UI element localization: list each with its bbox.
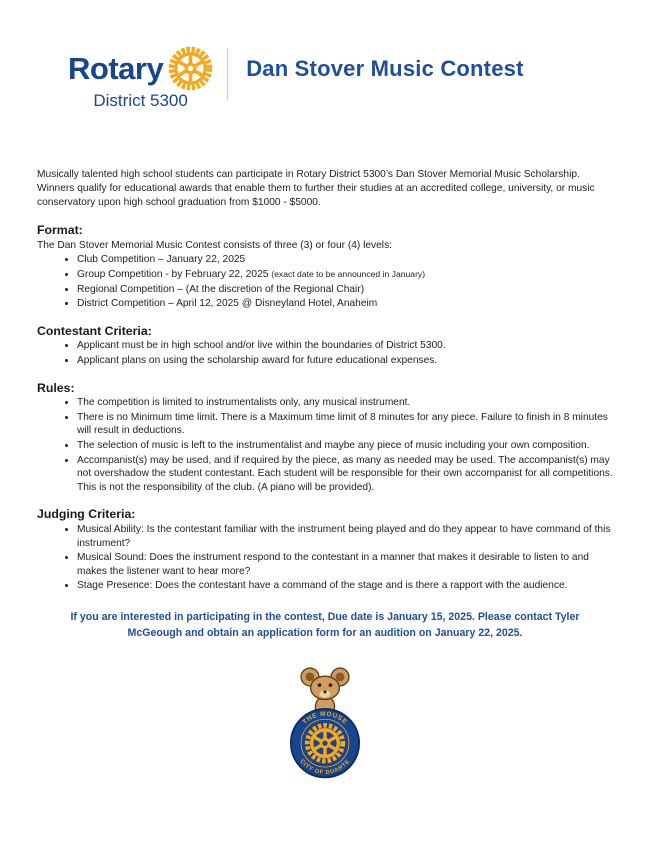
section [37, 507, 613, 593]
section [37, 223, 613, 311]
rotary-wheel-icon [168, 46, 213, 91]
rotary-logo-row [68, 46, 213, 91]
bullet-list [37, 339, 613, 367]
bullet-item: • There is no Minimum time limit. There is a Maximum time limit of 8 minutes for any piece. Failure to finish in 8 minutes will result in deductions. [77, 411, 613, 438]
section [37, 324, 613, 368]
district-label: District 5300 [93, 91, 188, 110]
intro-paragraph: Musically talented high school students can participate in Rotary District 5300’s Dan Stover Memorial Music Scholarship. Winners qualify for educational awards that enable them to further their studies at an accredited college, university, or music conservatory upon high school graduation from $1000 - $5000. [37, 168, 595, 208]
bullet-item: • Regional Competition – (At the discretion of the Regional Chair) [77, 283, 613, 297]
bullet-item: • Stage Presence: Does the contestant have a command of the stage and is there a rapport with the audience. [77, 579, 613, 593]
bullet-item: • The selection of music is left to the instrumentalist and maybe any piece of music including your own composition. [77, 439, 613, 453]
bullet-list [37, 253, 613, 310]
duarte-rotary-badge-icon [284, 664, 366, 780]
bullet-item: • Applicant plans on using the scholarship award for future educational expenses. [77, 354, 613, 368]
badge-bottom-text: CITY OF DUARTE [298, 758, 352, 776]
document-body [37, 168, 613, 785]
bullet-item: • Group Competition - by February 22, 2025 (exact date to be announced in January) [77, 268, 613, 282]
bullet-item: • Musical Ability: Is the contestant familiar with the instrument being played and do they appear to have command of this instrument? [77, 523, 613, 550]
section [37, 381, 613, 495]
section-heading: Contestant Criteria: [37, 323, 152, 338]
bullet-list [37, 396, 613, 494]
document-header [0, 0, 650, 111]
page-title: Dan Stover Music Contest [246, 56, 524, 81]
bullet-list [37, 523, 613, 593]
section-lead: The Dan Stover Memorial Music Contest consists of three (3) or four (4) levels: [37, 239, 392, 251]
section-heading: Rules: [37, 380, 75, 395]
cta-text: If you are interested in participating in the contest, Due date is January 15, 2025. Please contact Tyler McGeough and obtain an application form for an audition on January 22, 2025. [70, 610, 580, 639]
badge-top-text: THE MOUSE [301, 710, 349, 726]
bullet-note: (exact date to be announced in January) [271, 269, 426, 279]
sections [37, 223, 613, 593]
header-divider [227, 48, 228, 100]
club-badge [37, 664, 613, 785]
bullet-item: • Accompanist(s) may be used, and if required by the piece, as many as needed may be used. The accompanist(s) may not overshadow the student contestant. Each student will be responsible for their own accompanist for all competitions. This is not the responsibility of the club. (A piano will be provided). [77, 454, 613, 495]
rotary-wordmark: Rotary [68, 51, 164, 86]
rotary-logo [68, 46, 213, 111]
section-heading: Format: [37, 222, 83, 237]
bullet-item: • The competition is limited to instrumentalists only, any musical instrument. [77, 396, 613, 410]
bullet-item: • District Competition – April 12, 2025 @ Disneyland Hotel, Anaheim [77, 297, 613, 311]
bullet-item: • Applicant must be in high school and/or live within the boundaries of District 5300. [77, 339, 613, 353]
bullet-item: • Musical Sound: Does the instrument respond to the contestant in a manner that makes it desirable to listen to and makes the listener want to hear more? [77, 551, 613, 578]
section-heading: Judging Criteria: [37, 507, 136, 522]
bullet-item: • Club Competition – January 22, 2025 [77, 253, 613, 267]
